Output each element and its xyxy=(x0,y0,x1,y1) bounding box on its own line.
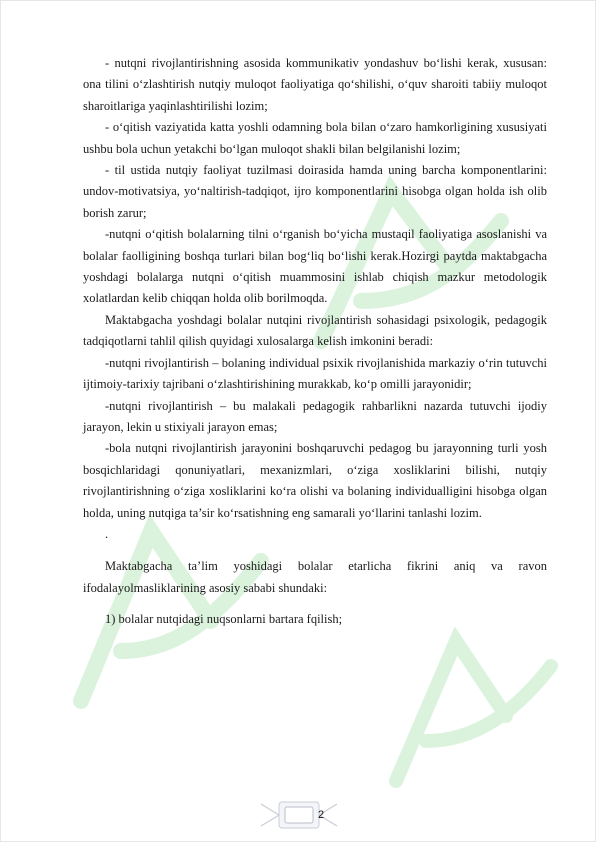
paragraph: - nutqni rivojlantirishning asosida kommunikativ yondashuv bo‘lishi kerak, xususan: ona tilini o‘zlashtirish nutqiy muloqot faoliyatiga qo‘shilishi, o‘quv sharoiti tabiiy muloqot sharoitlariga yaqinlashtirilishi lozim; xyxy=(83,56,547,113)
paragraph: - til ustida nutqiy faoliyat tuzilmasi doirasida hamda uning barcha komponentlarini: undov-motivatsiya, yo‘naltirish-tadqiqot, ijro komponentlarini hisobga olgan holda ish olib borish zarur; xyxy=(83,163,547,220)
paragraph: -nutqni rivojlantirish – bolaning individual psixik rivojlanishida markaziy o‘rin tutuvchi ijtimoiy-tarixiy tajribani o‘zlashtirishining murakkab, ko‘p omilli jarayonidir; xyxy=(83,355,547,392)
paragraph: Maktabgacha yoshdagi bolalar nutqini rivojlantirish sohasidagi psixologik, pedagogik tadqiqotlarni tahlil qilish quyidagi xulosalarga kelish imkonini beradi: xyxy=(83,312,547,349)
paragraph-dot: . xyxy=(105,526,109,541)
page-number: 2 xyxy=(317,809,325,821)
paragraph: -nutqni rivojlantirish – bu malakali pedagogik rahbarlikni nazarda tutuvchi ijodiy jarayon, lekin u stixiyali jarayon emas; xyxy=(83,398,547,434)
list-item: 1) bolalar nutqidagi nuqsonlarni bartara fqilish; xyxy=(105,612,343,627)
paragraph: - o‘qitish vaziyatida katta yoshli odamning bola bilan o‘zaro hamkorligining xususiyati ushbu bola uchun yetakchi bo‘lgan muloqot shakli bilan belgilanishi lozim; xyxy=(83,120,547,156)
paragraph: -nutqni o‘qitish bolalarning tilni o‘rganish bo‘yicha mustaqil faoliyatiga asoslanishi va bolalar faolligining boshqa turlari bilan bog‘liq bo‘lishi kerak.Hozirgi paytda maktabgacha yoshdagi bolalarga nutqni o‘qitish muammosini ishlab chiqish mazkur metodologik xolatlardan kelib chiqqan holda olib borilmoqda. xyxy=(83,227,547,306)
body-text xyxy=(83,53,547,631)
paragraph: -bola nutqni rivojlantirish jarayonini boshqaruvchi pedagog bu jarayonning turli yosh bosqichlaridagi qonuniyatlari, mexanizmlari, o‘ziga xosliklarini bilishi, nutqiy rivojlantirishning o‘ziga xosliklarini ko‘ra olishi va bolaning individualligini hisobga olgan holda, uning nutqiga ta’sir ko‘rsatishning eng samarali yo‘llarini tanlashi lozim. xyxy=(83,441,547,520)
paragraph: Maktabgacha ta’lim yoshidagi bolalar etarlicha fikrini aniq va ravon ifodalayolmasliklarining asosiy sababi shundaki: xyxy=(83,559,547,595)
watermark-logo xyxy=(381,601,571,801)
